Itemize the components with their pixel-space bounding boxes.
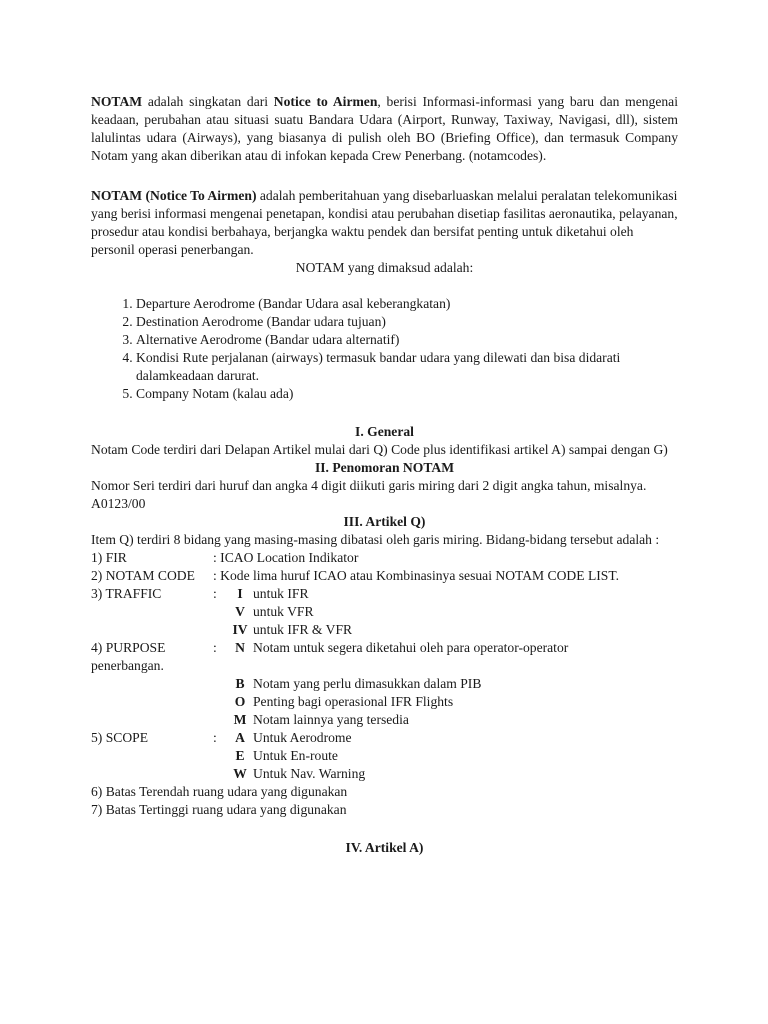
document-page (91, 93, 678, 857)
notam-definition-paragraph (91, 93, 678, 165)
field-code: N (235, 640, 245, 655)
field-value: : ICAO Location Indikator (213, 550, 359, 565)
field-row-traffic (91, 585, 678, 603)
field-subrow (91, 693, 678, 711)
section-heading-general: I. General (355, 424, 414, 439)
field-desc: untuk IFR & VFR (253, 622, 353, 637)
field-continuation: penerbangan. (91, 658, 164, 673)
list-item: 3. Alternative Aerodrome (Bandar udara alternatif) (136, 331, 678, 349)
field-value: : Kode lima huruf ICAO atau Kombinasinya sesuai NOTAM CODE LIST. (213, 568, 620, 583)
field-desc: Penting bagi operasional IFR Flights (253, 694, 454, 709)
paragraph-text: adalah pemberitahuan yang disebarluaskan melalui peralatan telekomunikasi yang berisi informasi mengenai penetapan, kondisi atau perubahan disetiap fasilitas aeronautika, pelayanan, prosedur atau kondisi berbahaya, berjangka waktu pendek dan bersifat penting untuk diketahui oleh personil operasi penerbangan. (91, 188, 678, 257)
field-row-batas-tertinggi: 7) Batas Tertinggi ruang udara yang digunakan (91, 802, 347, 817)
field-code: O (234, 694, 246, 709)
field-desc: Notam untuk segera diketahui oleh para operator-operator (253, 640, 569, 655)
field-colon: : (213, 640, 217, 655)
section-heading-artikel-q: III. Artikel Q) (343, 514, 426, 529)
notam-description-paragraph (91, 187, 678, 259)
list-item: 5. Company Notam (kalau ada) (136, 385, 678, 403)
field-label: 5) SCOPE (91, 730, 149, 745)
notam-full-term: NOTAM (Notice To Airmen) (91, 188, 257, 203)
field-row-batas-terendah: 6) Batas Terendah ruang udara yang digunakan (91, 784, 348, 799)
notam-term: NOTAM (91, 94, 143, 109)
artikel-q-text: Item Q) terdiri 8 bidang yang masing-masing dibatasi oleh garis miring. Bidang-bidang tersebut adalah : (91, 532, 660, 547)
penomoran-text: Nomor Seri terdiri dari huruf dan angka 4 digit diikuti garis miring dari 2 digit angka tahun, misalnya. A0123/00 (91, 478, 647, 511)
field-code: M (233, 712, 247, 727)
field-code: E (235, 748, 245, 763)
notam-types-list (91, 295, 678, 403)
field-desc: Untuk En-route (253, 748, 338, 763)
field-desc: Untuk Aerodrome (253, 730, 352, 745)
list-item: 4. Kondisi Rute perjalanan (airways) termasuk bandar udara yang dilewati dan bisa didarati dalamkeadaan darurat. (136, 349, 678, 385)
list-item: 2. Destination Aerodrome (Bandar udara tujuan) (136, 313, 678, 331)
field-subrow (91, 621, 678, 639)
field-desc: Notam lainnya yang tersedia (253, 712, 409, 727)
field-subrow (91, 747, 678, 765)
general-text: Notam Code terdiri dari Delapan Artikel mulai dari Q) Code plus identifikasi artikel A) sampai dengan G) (91, 442, 668, 457)
field-row-scope (91, 729, 678, 747)
paragraph-text: , berisi Informasi-informasi yang baru dan mengenai keadaan, perubahan atau situasi suatu Bandara Udara (Airport, Runway, Taxiway, Navigasi, dll), sistem lalulintas udara (Airways), yang biasanya di pulish oleh BO (Briefing Office), dan termasuk Company Notam yang akan diberikan atau di infokan kepada Crew Penerbang. (notamcodes). (91, 94, 678, 163)
field-code: B (235, 676, 245, 691)
list-intro: NOTAM yang dimaksud adalah: (295, 260, 474, 275)
field-label: 3) TRAFFIC (91, 586, 162, 601)
field-subrow (91, 675, 678, 693)
field-colon: : (213, 586, 217, 601)
field-label: 2) NOTAM CODE (91, 568, 195, 583)
field-subrow (91, 603, 678, 621)
field-code: V (235, 604, 245, 619)
field-desc: Untuk Nav. Warning (253, 766, 366, 781)
notice-to-airmen-term: Notice to Airmen (273, 94, 378, 109)
artikel-q-fields (91, 549, 678, 819)
field-colon: : (213, 730, 217, 745)
field-row-notam-code (91, 567, 678, 585)
field-code: IV (232, 622, 248, 637)
field-desc: untuk VFR (253, 604, 314, 619)
field-desc: untuk IFR (253, 586, 309, 601)
field-row-fir (91, 549, 678, 567)
list-item: 1. Departure Aerodrome (Bandar Udara asal keberangkatan) (136, 295, 678, 313)
field-subrow (91, 711, 678, 729)
field-label: 4) PURPOSE (91, 640, 166, 655)
paragraph-text: adalah singkatan dari (142, 94, 274, 109)
field-code: I (237, 586, 243, 601)
field-code: W (233, 766, 247, 781)
field-label: 1) FIR (91, 550, 127, 565)
field-code: A (235, 730, 245, 745)
section-heading-artikel-a: IV. Artikel A) (345, 840, 424, 855)
section-heading-penomoran: II. Penomoran NOTAM (314, 460, 455, 475)
field-row-purpose (91, 639, 678, 657)
field-desc: Notam yang perlu dimasukkan dalam PIB (253, 676, 482, 691)
field-subrow (91, 765, 678, 783)
